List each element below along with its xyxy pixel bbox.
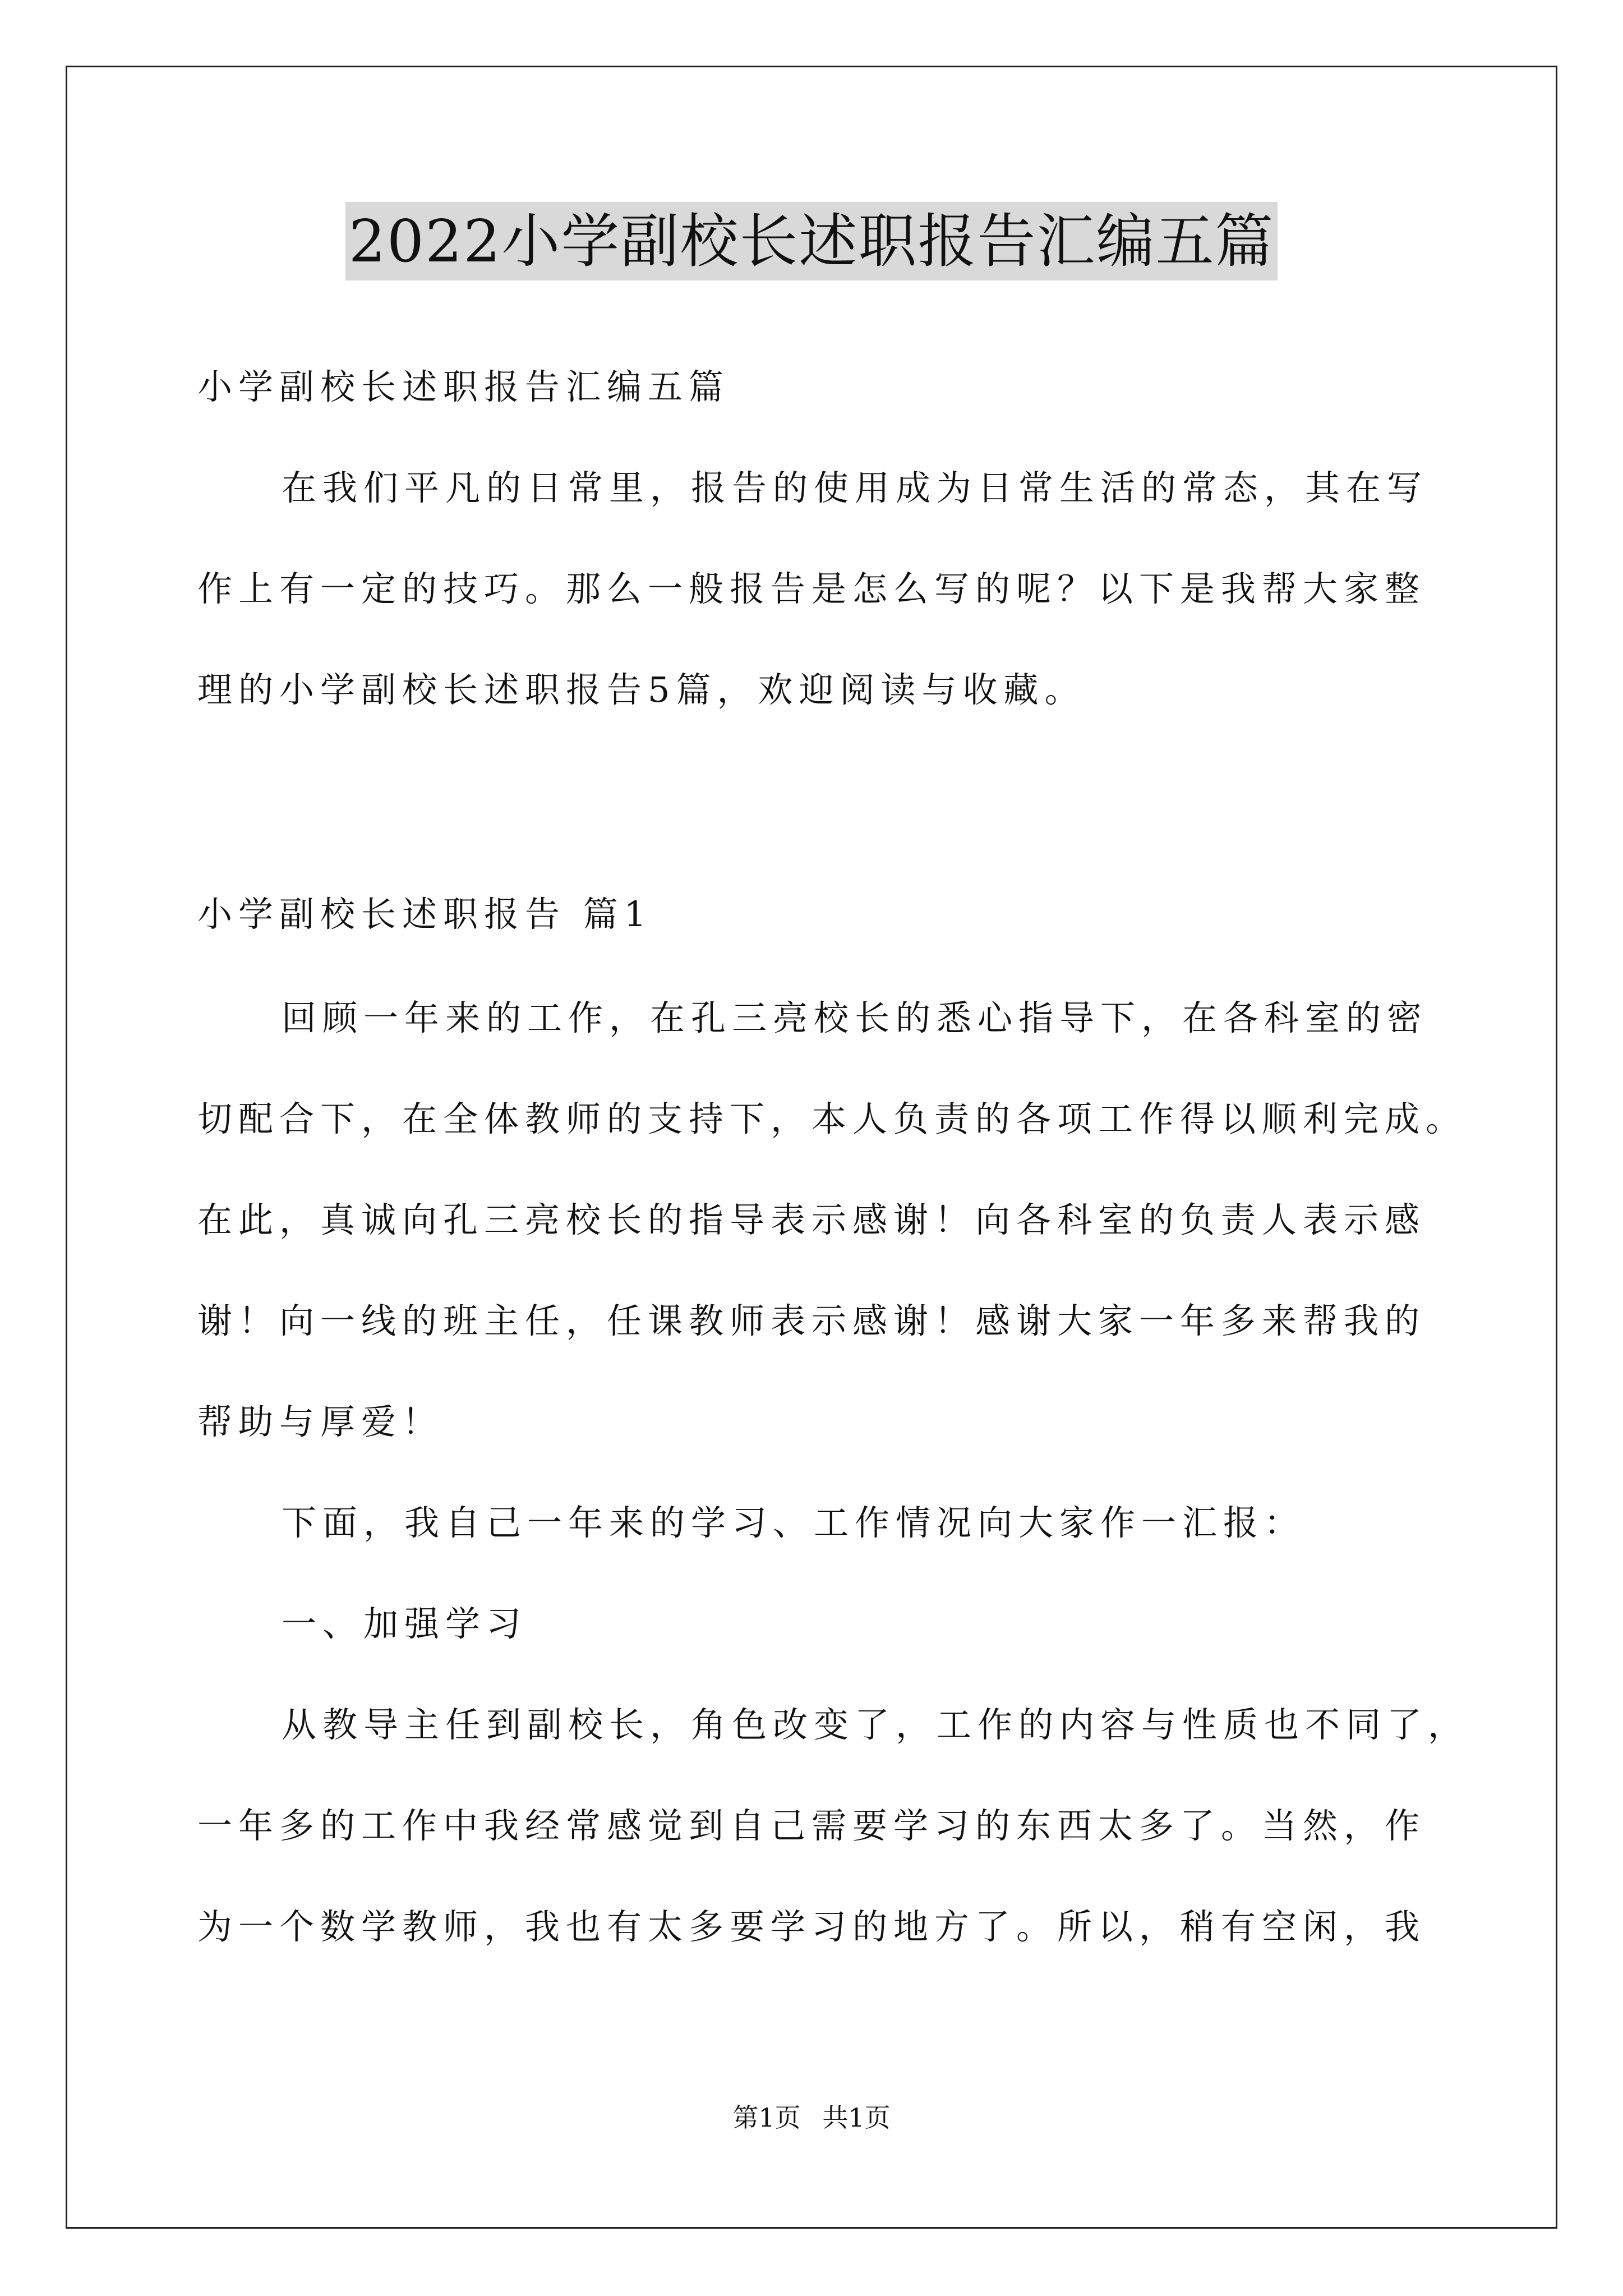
para1-line-3: 在此，真诚向孔三亮校长的指导表示感谢！向各科室的负责人表示感 (197, 1199, 1426, 1240)
para3-line-2: 一年多的工作中我经常感觉到自己需要学习的东西太多了。当然，作 (197, 1805, 1426, 1846)
intro-line-1: 在我们平凡的日常里，报告的使用成为日常生活的常态，其在写 (282, 467, 1428, 508)
page-footer (0, 2101, 1623, 2134)
document-title: 2022小学副校长述职报告汇编五篇 (345, 202, 1278, 280)
para1-line-5: 帮助与厚爱！ (197, 1401, 444, 1442)
para3-line-1: 从教导主任到副校长，角色改变了，工作的内容与性质也不同了， (282, 1704, 1469, 1745)
title-container (0, 202, 1623, 280)
point1-heading: 一、加强学习 (282, 1603, 528, 1644)
section-heading: 小学副校长述职报告 篇1 (197, 894, 653, 935)
para1-line-4: 谢！向一线的班主任，任课教师表示感谢！感谢大家一年多来帮我的 (197, 1300, 1426, 1341)
para2: 下面，我自己一年来的学习、工作情况向大家作一汇报： (282, 1502, 1306, 1543)
page-number: 第1页 (732, 2102, 801, 2133)
para1-line-2: 切配合下，在全体教师的支持下，本人负责的各项工作得以顺利完成。 (197, 1098, 1467, 1139)
para1-line-1: 回顾一年来的工作，在孔三亮校长的悉心指导下，在各科室的密 (282, 997, 1428, 1038)
page-total: 共1页 (822, 2102, 891, 2133)
intro-line-3: 理的小学副校长述职报告5篇，欢迎阅读与收藏。 (197, 669, 1086, 710)
para3-line-3: 为一个数学教师，我也有太多要学习的地方了。所以，稍有空闲，我 (197, 1906, 1426, 1947)
subtitle: 小学副校长述职报告汇编五篇 (197, 366, 730, 407)
intro-line-2: 作上有一定的技巧。那么一般报告是怎么写的呢？以下是我帮大家整 (197, 568, 1426, 609)
